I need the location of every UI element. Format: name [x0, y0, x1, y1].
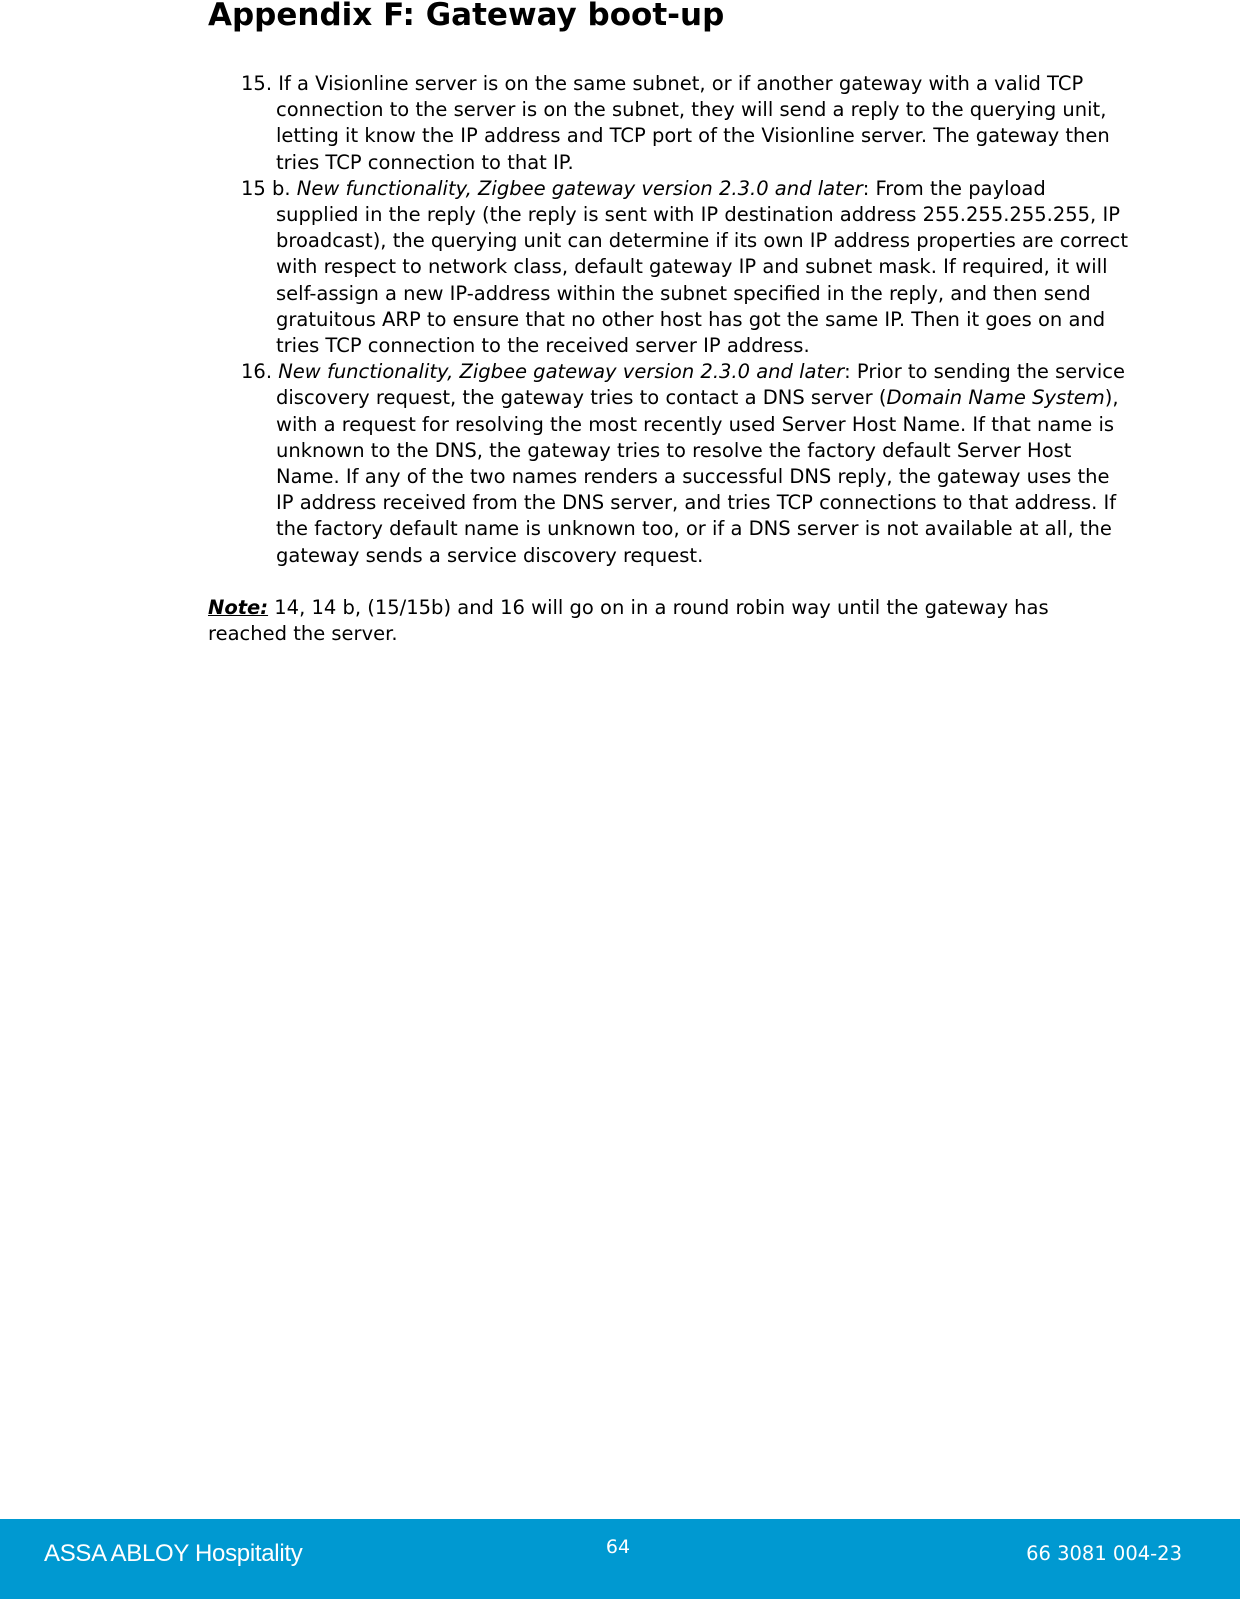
page-number: 64 [605, 1536, 631, 1558]
footer-brand: ASSA ABLOY Hospitality [44, 1540, 303, 1567]
note-label: Note: [208, 595, 269, 619]
body-text [208, 71, 1128, 647]
page-title: Appendix F: Gateway boot-up [208, 0, 725, 33]
list-item-number: 15. [241, 72, 279, 95]
list-item-text: ), with a request for resolving the most recently used Server Host Name. If that name is unknown to the DNS, the gateway tries to resolve the factory default Server Host Name. If any of the two names renders a successful DNS reply, the gateway uses the IP address received from the DNS server, and tries TCP connections to that address. If the factory default name is unknown too, or if a DNS server is not available at all, the gateway sends a service discovery request. [276, 386, 1119, 567]
list-item-term: Domain Name System [886, 386, 1105, 410]
document-number: 66 3081 004-23 [1026, 1542, 1182, 1565]
list-item-15 [208, 71, 1128, 176]
list-item-number: 16. [241, 360, 279, 384]
note-text: 14, 14 b, (15/15b) and 16 will go on in a round robin way until the gateway has reached the server. [208, 595, 1049, 646]
list-item-15b [208, 176, 1128, 359]
list-item-lead: New functionality, Zigbee gateway version 2.3.0 and later [296, 176, 863, 200]
list-item-lead: New functionality, Zigbee gateway version 2.3.0 and later [278, 360, 845, 384]
list-item-16 [208, 359, 1128, 569]
footer [0, 1519, 1240, 1599]
list-item-number: 15 b. [241, 176, 297, 200]
list-item-text: If a Visionline server is on the same subnet, or if another gateway with a valid TCP connection to the server is on the subnet, they will send a reply to the querying unit, letting it know the IP address and TCP port of the Visionline server. The gateway then tries TCP connection to that IP. [276, 72, 1110, 174]
list-item-text: : Prior to sending the service discovery request, the gateway tries to contact a DNS server ( [276, 360, 1125, 410]
note [208, 595, 1128, 647]
list-item-text: : From the payload supplied in the reply (the reply is sent with IP destination address 255.255.255.255, IP broadcast), the querying unit can determine if its own IP address properties are correct with respect to network class, default gateway IP and subnet mask. If required, it will self-assign a new IP-address within the subnet specified in the reply, and then send gratuitous ARP to ensure that no other host has got the same IP. Then it goes on and tries TCP connection to the received server IP address. [276, 176, 1128, 358]
